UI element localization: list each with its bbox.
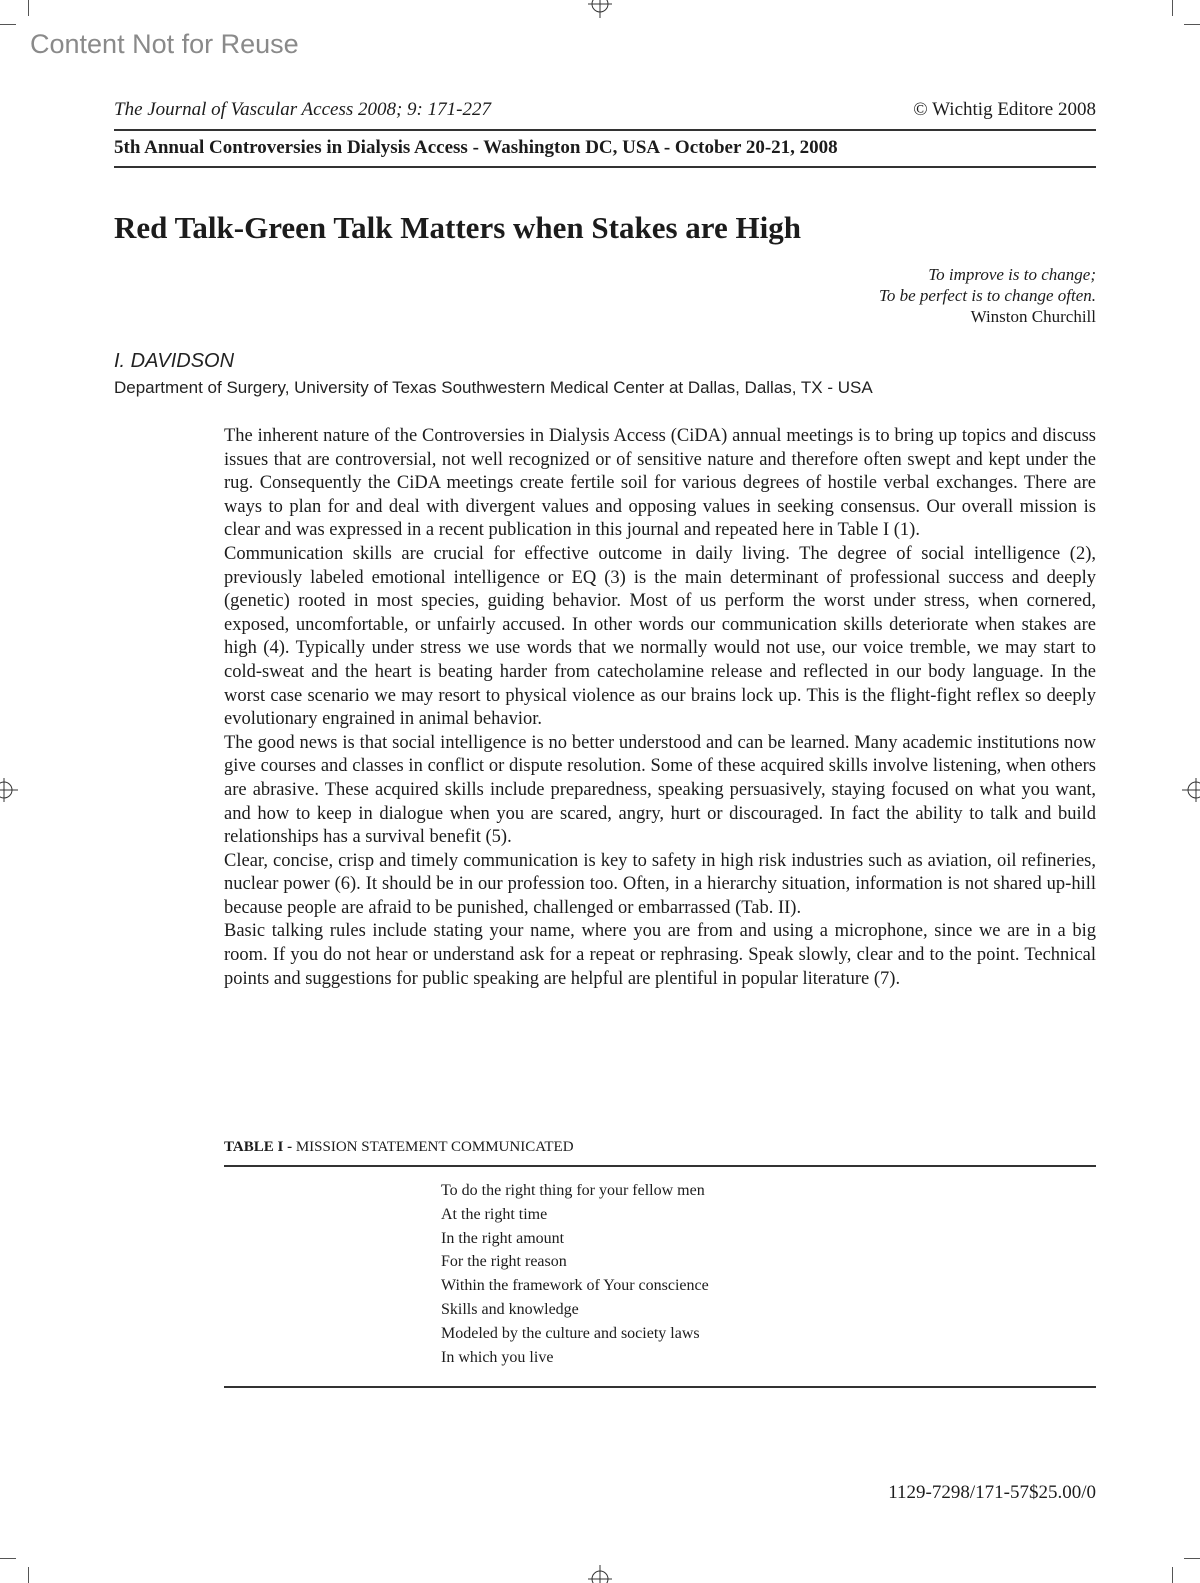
registration-mark-icon (0, 778, 20, 802)
affiliation: Department of Surgery, University of Texas Southwestern Medical Center at Dallas, Dallas, TX - USA (114, 378, 873, 397)
journal-citation: The Journal of Vascular Access 2008; 9: 171-227 (114, 99, 491, 120)
crop-mark (28, 1567, 29, 1583)
table-body (441, 1179, 709, 1369)
registration-mark-icon (588, 1563, 612, 1583)
table-row: At the right time (441, 1205, 548, 1223)
paragraph: Communication skills are crucial for effective outcome in daily living. The degree of social intelligence (2), previously labeled emotional intelligence or EQ (3) is the main determinant of professional success and deeply (genetic) rooted in most species, guiding behavior. Most of us perform the worst under stress, when cornered, exposed, uncomfortable, or unfairly accused. In other words our communication skills deteriorate when stakes are high (4). Typically under stress we use words that we normally would not use, our voice tremble, we may start to cold-sweat and the heart is beating harder from catecholamine release and reflected in our body language. In the worst case scenario we may resort to physical violence as our brains lock up. This is the flight-fight reflex so deeply evolutionary engrained in animal behavior. (224, 543, 1096, 730)
table-top-rule (224, 1165, 1096, 1167)
paragraph: Clear, concise, crisp and timely communication is key to safety in high risk industries such as aviation, oil refineries, nuclear power (6). It should be in our profession too. Often, in a hierarchy situation, information is not shared up-hill because people are afraid to be punished, challenged or embarrassed (Tab. II). (224, 850, 1096, 918)
epigraph-line: To improve is to change; (928, 265, 1096, 284)
header-rule (114, 129, 1096, 131)
registration-mark-icon (1180, 778, 1200, 802)
table-label: TABLE I - (224, 1139, 293, 1155)
table-row: Modeled by the culture and society laws (441, 1324, 700, 1342)
paragraph: Basic talking rules include stating your name, where you are from and using a microphone, since we are in a big room. If you do not hear or understand ask for a repeat or rephrasing. Speak slowly, clear and to the point. Technical points and suggestions for public speaking are helpful are plentiful in popular literature (7). (224, 921, 1096, 989)
epigraph (879, 264, 1096, 327)
crop-mark (1184, 24, 1200, 25)
epigraph-attribution: Winston Churchill (970, 307, 1096, 326)
table-row: In the right amount (441, 1229, 565, 1247)
article-title: Red Talk-Green Talk Matters when Stakes are High (114, 210, 801, 245)
epigraph-line: To be perfect is to change often. (878, 286, 1096, 305)
article-body (224, 425, 1096, 991)
table-row: In which you live (441, 1348, 554, 1366)
author: I. DAVIDSON (114, 350, 235, 372)
table-row: Skills and knowledge (441, 1300, 579, 1318)
table-row: For the right reason (441, 1253, 567, 1271)
issn-code: 1129-7298/171-57$25.00/0 (888, 1482, 1096, 1503)
copyright: © Wichtig Editore 2008 (913, 99, 1096, 120)
registration-mark-icon (588, 0, 612, 20)
table-bottom-rule (224, 1386, 1096, 1388)
watermark: Content Not for Reuse (30, 29, 299, 59)
table-row: To do the right thing for your fellow men (441, 1182, 705, 1199)
crop-mark (1184, 1558, 1200, 1559)
paragraph: The inherent nature of the Controversies in Dialysis Access (CiDA) annual meetings is to bring up topics and discuss issues that are controversial, not well recognized or of sensitive nature and therefore often swept and kept under the rug. Consequently the CiDA meetings create fertile soil for various degrees of hostile verbal exchanges. There are ways to plan for and deal with divergent values and opposing values in seeking consensus. Our overall mission is clear and was expressed in a recent publication in this journal and repeated here in Table I (1). (224, 426, 1096, 541)
crop-mark (0, 24, 16, 25)
crop-mark (1172, 1567, 1173, 1583)
crop-mark (0, 1558, 16, 1559)
conference-line: 5th Annual Controversies in Dialysis Access - Washington DC, USA - October 20-21, 2008 (114, 137, 838, 158)
table-caption (224, 1139, 574, 1156)
crop-mark (1172, 0, 1173, 16)
table-title: MISSION STATEMENT COMMUNICATED (295, 1139, 574, 1155)
header-rule (114, 166, 1096, 168)
table-row: Within the framework of Your conscience (441, 1277, 709, 1295)
crop-mark (28, 0, 29, 16)
paragraph: The good news is that social intelligence is no better understood and can be learned. Many academic institutions now give courses and classes in conflict or dispute resolution. Some of these acquired skills involve listening, when others are abrasive. These acquired skills include preparedness, speaking persuasively, staying focused on what you want, and how to keep in dialogue when you are scared, angry, hurt or discouraged. In fact the ability to talk and build relationships has a survival benefit (5). (224, 732, 1096, 848)
